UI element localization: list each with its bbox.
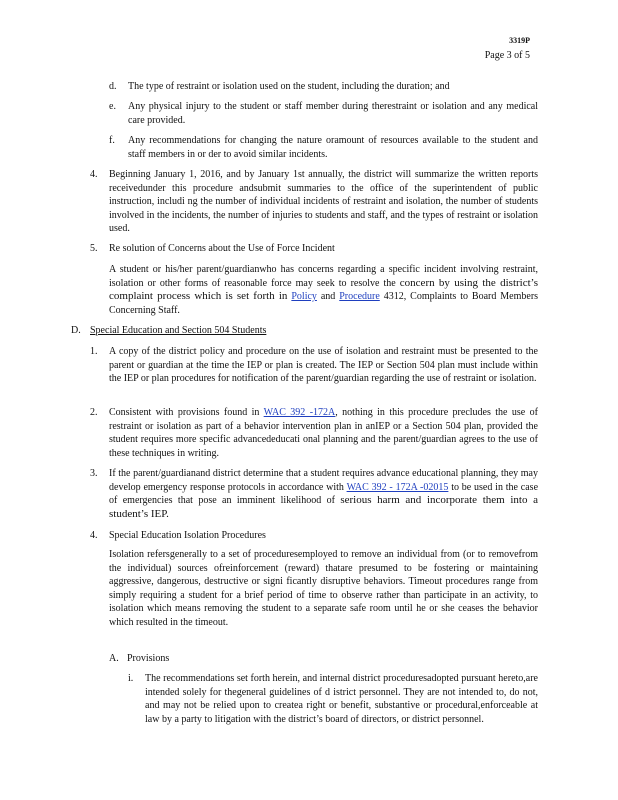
- item-4-label: 4.: [90, 169, 98, 180]
- item-4-text: Beginning January 1, 2016, and by January 1st annually, the district will summarize the written reports receivedunder this procedure andsubmit summaries to the office of the superintendent of public instruction, includi ng the number of individual incidents of restraint and isolation, the number of students involved in the incidents, the number of injuries to students and staff, and the types of restraint or isolation used.: [109, 169, 538, 234]
- sub-a-title: Provisions: [127, 653, 170, 664]
- policy-code: 3319P: [509, 36, 530, 45]
- item-d3-text3: serious harm and incorporate them into a student’s IEP.: [109, 494, 538, 520]
- item-i-label: i.: [128, 673, 134, 684]
- item-f-text: Any recommendations for changing the nature oramount of resources available to the student and staff members in or der to avoid similar incidents.: [128, 135, 538, 160]
- item-5-label: 5.: [90, 243, 98, 254]
- item-d-label: d.: [109, 81, 117, 92]
- wac-link[interactable]: WAC 392 -172A: [263, 407, 336, 418]
- item-d2-paragraph: [109, 406, 538, 460]
- item-5-paragraph: [109, 263, 538, 317]
- item-5-text3: 4312, Complaints to Board Members Concerning Staff.: [109, 291, 539, 316]
- item-i-text: The recommendations set forth herein, and internal district proceduresadopted pursuant hereto,are intended solely for thegeneral guidelines of d istrict personnel. They are not intended to, do not, and may not be relied upon to createa right or benefit, substantive or procedural,enforceable at law by a party to litigation with the district’s board of directors, or district personnel.: [145, 673, 538, 725]
- item-5-and: and: [320, 291, 336, 302]
- procedure-link[interactable]: Procedure: [339, 291, 380, 302]
- item-5-text1: A student or his/her parent/guardianwho has concerns regarding a specific incident involving restraint, isolation or other forms of reasonable force may seek to resolve the: [109, 264, 538, 289]
- item-e-label: e.: [109, 101, 116, 112]
- item-5-title: Re solution of Concerns about the Use of Force Incident: [109, 243, 335, 254]
- item-d3-text1: If the parent/guardianand district determine that a student requires advance educational planning, they may develop emergency response protocols in accordance with: [109, 468, 538, 493]
- item-d3-text2: to be used in the case of emergencies that pose an imminent likelihood of: [109, 481, 539, 506]
- section-d-label: D.: [71, 325, 81, 336]
- item-d2-text2: , nothing in this procedure precludes the use of restraint or isolation as part of a behavior intervention plan in anIEP or a Section 504 plan, provided the student requires more specific advancededucati onal planning and the parent/guardian agrees to the use of these techniques in writing.: [109, 407, 538, 459]
- item-d3-paragraph: [109, 467, 538, 521]
- item-d1-text: A copy of the district policy and procedure on the use of isolation and restraint must be presented to the parent or guardian at the time the IEP or plan is created. The IEP or Section 504 plan must include within the IEP or plan procedures for notification of the parent/guardian regarding the use of restraint or isolation.: [109, 346, 538, 384]
- item-d4-text: Isolation refersgenerally to a set of proceduresemployed to remove an individual from (or to removefrom the individual) sources ofreinforcement (reward) thatare presumed to be fostering or maintaining aggressive, dangerous, destructive or signi ficantly disruptive behaviors. Timeout procedures range from simply requiring a student for a brief period of time to observe rather than participate in an activity, to isolation which means removing the student to a separate safe room until he or she ceases the behavior which resulted in the timeout.: [109, 549, 538, 628]
- item-e-text: Any physical injury to the student or staff member during therestraint or isolation and any medical care provided.: [128, 101, 538, 126]
- item-d4-label: 4.: [90, 530, 98, 541]
- item-d3-label: 3.: [90, 468, 98, 479]
- item-d2-label: 2.: [90, 407, 98, 418]
- page-number: Page 3 of 5: [484, 50, 530, 61]
- item-d1-label: 1.: [90, 346, 98, 357]
- item-f-label: f.: [109, 135, 115, 146]
- item-d-text: The type of restraint or isolation used on the student, including the duration; and: [128, 81, 450, 92]
- wac-emergency-link[interactable]: WAC 392 - 172A -02015: [346, 481, 449, 493]
- sub-a-label: A.: [109, 653, 119, 664]
- policy-link[interactable]: Policy: [291, 291, 317, 302]
- item-5-text2: concern by using the district’s complaint process which is set forth in: [109, 276, 538, 302]
- item-d2-text1: Consistent with provisions found in: [109, 407, 260, 418]
- item-d4-title: Special Education Isolation Procedures: [109, 530, 266, 541]
- section-d-title: Special Education and Section 504 Students: [90, 325, 267, 336]
